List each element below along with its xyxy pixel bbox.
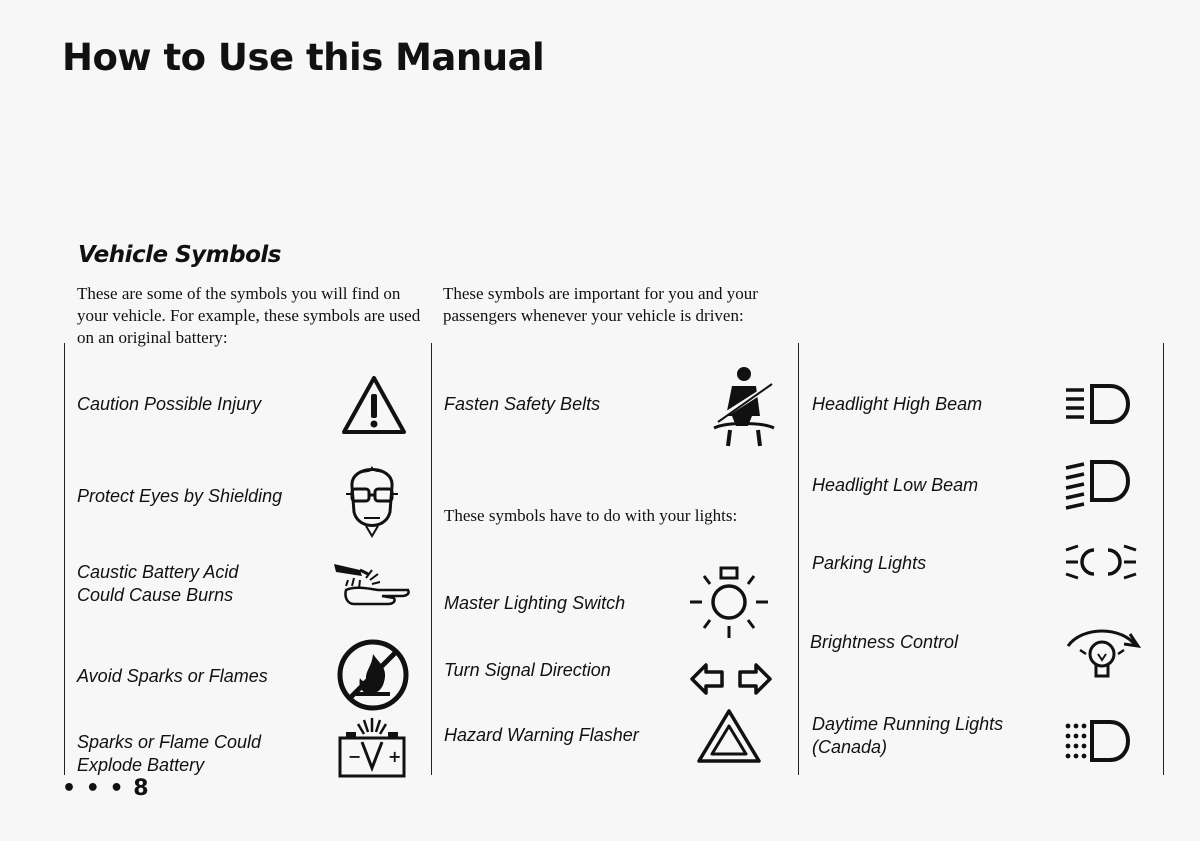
label-protect-eyes: Protect Eyes by Shielding <box>77 486 283 506</box>
no-flame-icon <box>336 638 410 712</box>
face-goggles-icon <box>340 456 404 538</box>
label-turn-signal: Turn Signal Direction <box>444 660 611 680</box>
intro-col1: These are some of the symbols you will find on your vehicle. For example, these symbols are used on an original battery: <box>77 284 421 347</box>
label-safety-belts: Fasten Safety Belts <box>444 394 601 414</box>
seatbelt-icon <box>708 364 780 448</box>
column-rule-middle <box>431 343 432 775</box>
label-avoid-sparks: Avoid Sparks or Flames <box>77 666 268 686</box>
low-beam-icon <box>1062 458 1136 512</box>
light-switch-icon <box>688 562 770 642</box>
drl-icon <box>1062 718 1138 766</box>
label-drl-line1: Daytime Running Lights <box>812 714 1004 734</box>
label-parking-lights: Parking Lights <box>812 553 927 573</box>
label-explode-line1: Sparks or Flame Could <box>77 732 262 752</box>
page-number-dots: • • • <box>62 776 125 801</box>
label-brightness: Brightness Control <box>810 632 959 652</box>
section-title: Vehicle Symbols <box>78 242 281 268</box>
label-hazard: Hazard Warning Flasher <box>444 725 639 745</box>
intro-col2: These symbols are important for you and your passengers whenever your vehicle is driven: <box>443 284 758 325</box>
page-title: How to Use this Manual <box>62 36 545 79</box>
hazard-triangle-icon <box>696 708 762 764</box>
label-master-switch: Master Lighting Switch <box>444 593 626 613</box>
page-number-value: 8 <box>133 776 150 801</box>
battery-sparks-icon <box>334 716 410 780</box>
intro-lights: These symbols have to do with your lights: <box>444 506 738 525</box>
high-beam-icon <box>1062 382 1136 428</box>
label-acid-line2: Could Cause Burns <box>77 585 234 605</box>
label-caution: Caution Possible Injury <box>77 394 262 414</box>
column-rule-left <box>64 343 65 775</box>
column-rule-right <box>798 343 799 775</box>
parking-lights-icon <box>1062 542 1140 582</box>
battery-minus-mark: − <box>348 747 362 766</box>
battery-plus-mark: + <box>388 747 402 766</box>
brightness-icon <box>1062 620 1142 686</box>
warning-triangle-icon <box>340 374 408 436</box>
label-low-beam: Headlight Low Beam <box>812 475 979 495</box>
label-explode-line2: Explode Battery <box>77 755 205 775</box>
label-drl-line2: (Canada) <box>812 737 888 757</box>
label-acid-line1: Caustic Battery Acid <box>77 562 239 582</box>
turn-arrows-icon <box>690 662 772 696</box>
label-high-beam: Headlight High Beam <box>812 394 983 414</box>
acid-hand-icon <box>332 558 412 608</box>
column-rule-edge <box>1163 343 1164 775</box>
page-number <box>62 776 150 801</box>
